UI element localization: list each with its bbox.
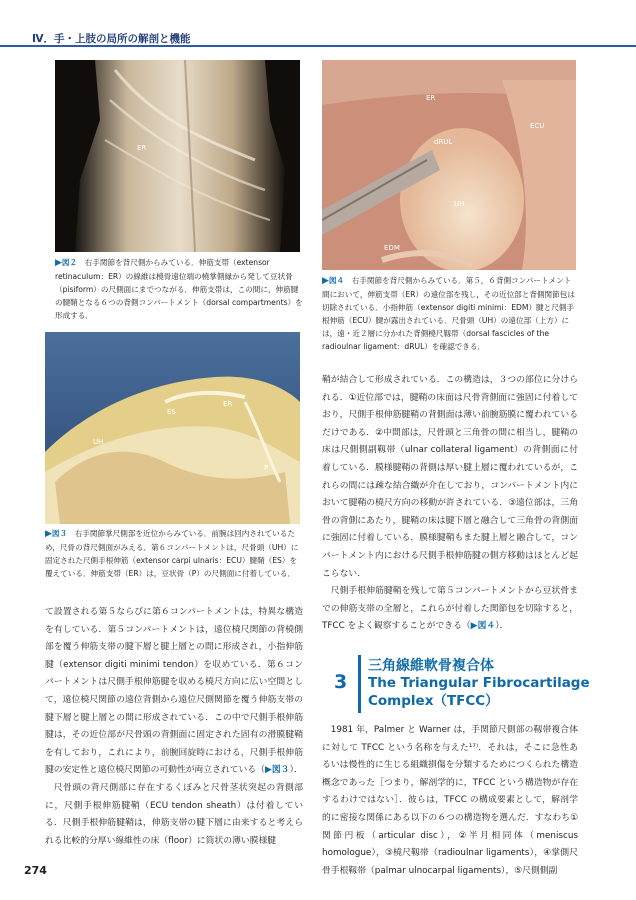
figure-2-photo [55,60,300,252]
section-divider [358,655,361,713]
caption-text: 右手関節を背尺側からみている．第５，６背側コンパートメント間において，伸筋支帯（ER）の遠位部を残し，その近位部と背側関節包は切除されている．小指伸筋（extensor digiti minimi：EDM）腱と尺側手根伸筋（ECU）腱が露出されている．尺骨頭（UH）の遠位部（上方）には，遠・近２層に分かれた背側橈尺靱帯（dorsal fascicles of the radioulnar ligament：dRUL）を確認できる． [322,276,575,351]
section-number: 3 [334,671,348,693]
ref-arrow-icon: ▶ [264,765,272,776]
figure-reference[interactable]: 図３ [271,765,290,776]
left-paragraph-1: て設置される第５ならびに第６コンパートメントは，特異な構造を有している．第５コンパートメントは，遠位橈尺関節の背橈側部を覆う伸筋支帯の腱下層と腱上層との間に形成され，小指伸筋腱（extensor digiti minimi tendon）を収めている．第６コンパートメントは尺側手根伸筋腱を収める橈尺方向に広い空間として，遠位橈尺関節の遠位背側から遠位尺側関節を覆う伸筋支帯の腱下層と腱上層との間に形成されている．この中で尺側手根伸筋腱は，その近位部が尺骨頭の背側面に固定された固有の滑膜腱鞘を有しており，これにより，前腕回旋時における，尺側手根伸筋腱の安定性と遠位橈尺関節の可動性が両立されている（▶図３）． [45,607,303,776]
page-header [0,0,636,46]
fig3-label-uh: UH [93,438,104,446]
section-heading [322,655,590,717]
section-paragraph-1: 1981 年，Palmer と Warner は，手関節尺側部の靱帯複合体に対して TFCC という名称を与えた¹⁷⁾．それは，そこに急性あるいは慢性的に生じる組織損傷を分類するためにつくられた構造概念であった［つまり，解剖学的に，TFCC という構造物が存在するわけではない］．彼らは，TFCC の構成要素として，解剖学的に密接な関係にある以下の６つの構造物を選んだ．すなわち①関節円板（articular disc），②半月相同体（meniscus homologue），③橈尺靱帯（radioulnar ligaments），④掌側尺骨手根靱帯（palmar ulnocarpal ligaments），⑤尺側側副 [322,725,578,876]
header-rule [0,45,636,47]
caption-label: 図２ [61,258,78,267]
right-paragraph-2: 尺側手根伸筋腱鞘を残して第５コンパートメントから豆状骨までの伸筋支帯の全層と，これらが付着した関節包を切除すると，TFCC をよく観察することができる（▶図４）． [322,586,578,632]
caption-arrow-icon: ▶ [322,276,329,286]
fig2-label-er: ER [137,144,147,152]
fig3-label-p: P [264,464,269,472]
caption-arrow-icon: ▶ [55,258,62,268]
left-paragraph-2: 尺骨頭の背尺側部に存在するくぼみと尺骨茎状突起の背側部に，尺側手根伸筋腱鞘（ECU tendon sheath）は付着している．尺側手根伸筋腱鞘は，伸筋支帯の腱下層に由来すると考えられる比較的分厚い線維性の床（floor）に筒状の薄い膜様腱 [45,782,303,846]
figure-3-caption [45,527,303,580]
section-text [322,722,578,880]
caption-arrow-icon: ▶ [45,529,52,539]
caption-label: 図４ [328,276,345,285]
section-title-en-line2: Complex（TFCC） [368,693,499,709]
right-column-text [322,372,578,636]
left-column-text [45,604,303,850]
fig3-label-er: ER [223,400,233,408]
fig3-label-es: ES [167,408,176,416]
figure-2-caption [55,256,305,322]
right-paragraph-1: 鞘が結合して形成されている．この構造は，３つの部位に分けられる．①近位部では，腱鞘の床面は尺骨背側面に強固に付着しており，尺側手根伸筋腱鞘の背側面は薄い前腕筋膜に覆われているだけである．②中間部は，尺骨頭と三角骨の間に相当し，腱鞘の床は尺側側副靱帯（ulnar collateral ligament）の背側面に付着している．膜様腱鞘の背側は厚い腱上層に覆われているが，これらの間には疎な結合織が介在しており，コンパートメント内において腱鞘の橈尺方向の移動が許されている．③遠位部は，三角骨の背側にあたり，腱鞘の床は腱下層と融合して三角骨の背側面に強固に付着している．膜様腱鞘もまた腱上層と融合して，コンパートメント内における尺側手根伸筋腱の側方移動はほとんど起こらない． [322,375,578,579]
figure-3-photo [45,332,300,524]
fig4-label-edm: EDM [384,244,400,252]
figure-reference[interactable]: 図４ [477,621,496,632]
section-title-jp: 三角線維軟骨複合体 [368,658,494,674]
figure-4-photo [322,60,576,270]
caption-label: 図３ [51,529,68,538]
fig4-label-drul: dRUL [434,138,453,146]
caption-text: 右手関節を背尺側からみている．伸筋支帯（extensor retinaculum：ER）の線維は橈骨遠位端の橈掌側縁から発して豆状骨（pisiform）の尺側面にまでつながる．伸筋支帯は，この間に，伸筋腱の腱鞘となる６つの背側コンパートメント（dorsal compartments）を形成する． [55,258,303,320]
fig4-label-ecu: ECU [530,122,545,130]
figure-4-caption [322,274,578,353]
section-title-en-line1: The Triangular Fibrocartilage [368,675,590,691]
chapter-title: Ⅳ．手・上肢の局所の解剖と機能 [32,33,191,45]
caption-text: 右手関節掌尺側部を近位からみている．前腕は回内されているため，尺骨の背尺側面がみえる．第６コンパートメントは，尺骨頭（UH）に固定された尺側手根伸筋（extensor carpi ulnaris：ECU）腱鞘（ES）を覆えている．伸筋支帯（ER）は，豆状骨（P）の尺側面に付着している． [45,529,299,578]
ref-arrow-icon: ▶ [470,621,478,632]
fig4-label-er: ER [426,94,436,102]
fig4-label-uh: UH [454,200,465,208]
page-number: 274 [24,864,47,877]
